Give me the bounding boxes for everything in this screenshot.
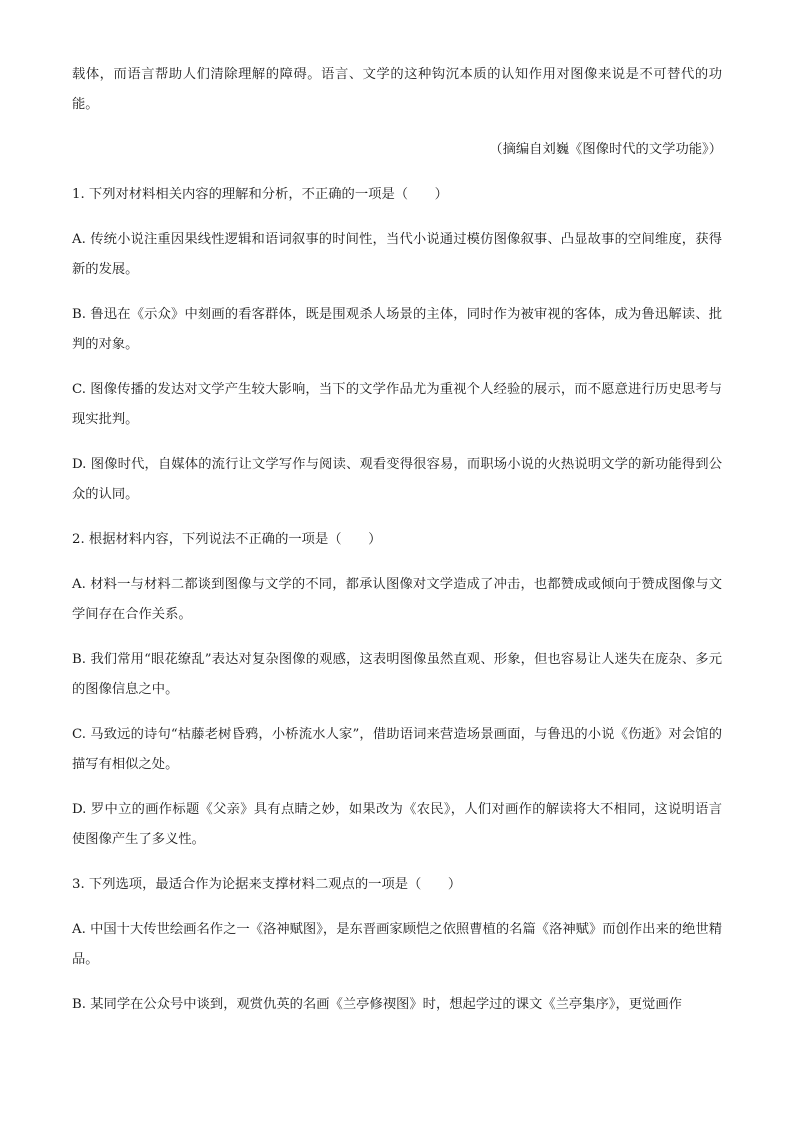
question-stem: 2. 根据材料内容，下列说法不正确的一项是（ ） [72, 532, 382, 547]
question-2 [72, 525, 722, 855]
option-b: B. 我们常用“眼花缭乱”表达对复杂图像的观感，这表明图像虽然直观、形象，但也容易让人迷失在庞杂、多元的图像信息之中。 [72, 652, 722, 697]
option-a: A. 材料一与材料二都谈到图像与文学的不同，都承认图像对文学造成了冲击，也都赞成或倾向于赞成图像与文学间存在合作关系。 [72, 577, 722, 622]
source-citation: （摘编自刘巍《图像时代的文学功能》） [489, 142, 722, 157]
option-c: C. 图像传播的发达对文学产生较大影响，当下的文学作品尤为重视个人经验的展示，而不愿意进行历史思考与现实批判。 [72, 382, 722, 427]
option-a: A. 传统小说注重因果线性逻辑和语词叙事的时间性，当代小说通过模仿图像叙事、凸显故事的空间维度，获得新的发展。 [72, 232, 722, 277]
option-a: A. 中国十大传世绘画名作之一《洛神赋图》，是东晋画家顾恺之依照曹植的名篇《洛神赋》而创作出来的绝世精品。 [72, 922, 722, 967]
option-b: B. 某同学在公众号中谈到，观赏仇英的名画《兰亭修禊图》时，想起学过的课文《兰亭集序》，更觉画作 [72, 997, 682, 1012]
document-page [72, 60, 722, 1035]
passage-tail: 载体，而语言帮助人们清除理解的障碍。语言、文学的这种钩沉本质的认知作用对图像来说是不可替代的功能。 [72, 67, 722, 112]
question-1 [72, 180, 722, 510]
question-stem: 3. 下列选项，最适合作为论据来支撑材料二观点的一项是（ ） [72, 877, 462, 892]
option-c: C. 马致远的诗句“枯藤老树昏鸦，小桥流水人家”，借助语词来营造场景画面，与鲁迅的小说《伤逝》对会馆的描写有相似之处。 [72, 727, 722, 772]
option-b: B. 鲁迅在《示众》中刻画的看客群体，既是围观杀人场景的主体，同时作为被审视的客体，成为鲁迅解读、批判的对象。 [72, 307, 722, 352]
option-d: D. 图像时代，自媒体的流行让文学写作与阅读、观看变得很容易，而职场小说的火热说明文学的新功能得到公众的认同。 [72, 457, 722, 502]
option-d: D. 罗中立的画作标题《父亲》具有点睛之妙，如果改为《农民》，人们对画作的解读将大不相同，这说明语言使图像产生了多义性。 [72, 802, 722, 847]
question-stem: 1. 下列对材料相关内容的理解和分析，不正确的一项是（ ） [72, 187, 448, 202]
question-3 [72, 870, 722, 1020]
